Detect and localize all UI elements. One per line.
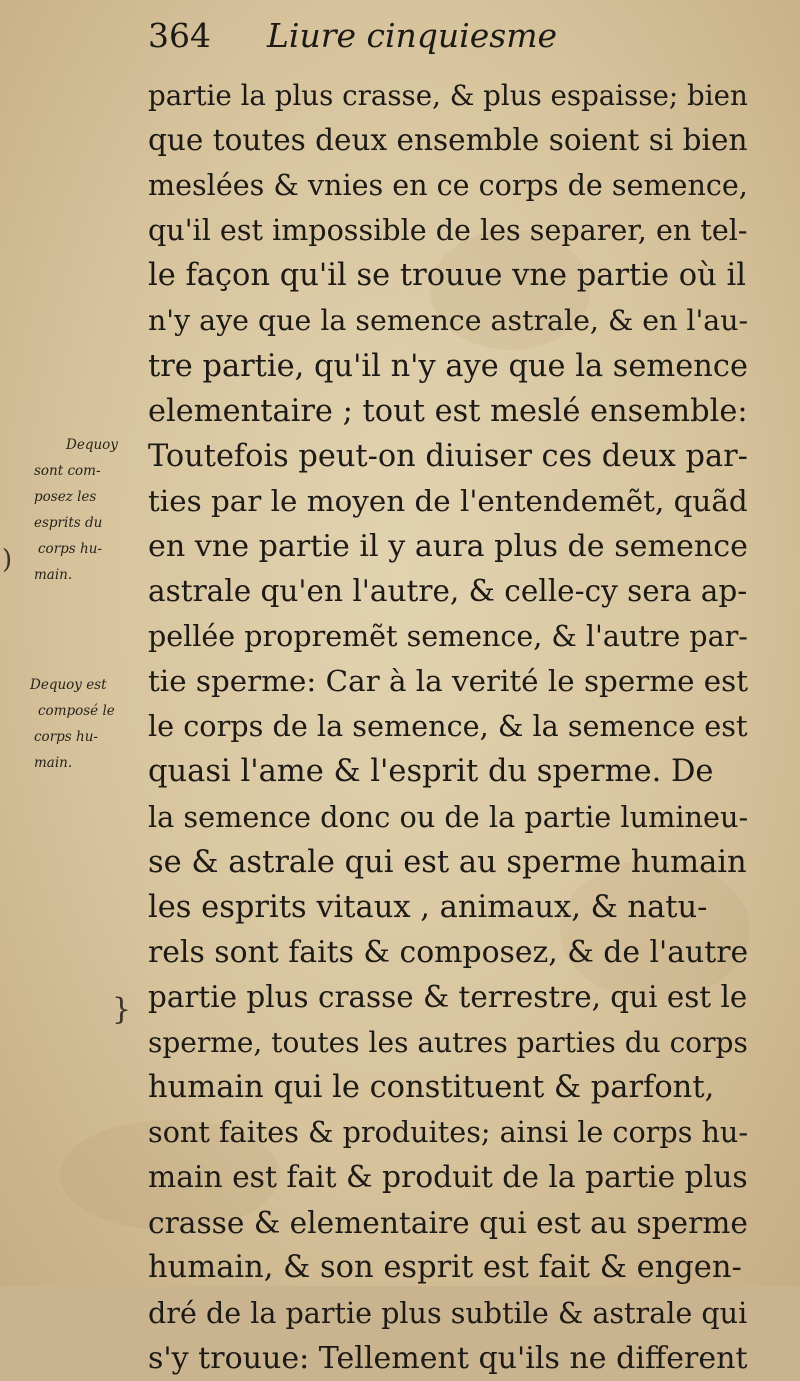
text-line: pellée propremẽt semence, & l'autre par- [148, 620, 748, 654]
text-line: n'y aye que la semence astrale, & en l'au- [148, 304, 749, 338]
text-line: qu'il est impossible de les separer, en tel- [148, 213, 748, 248]
text-line: crasse & elementaire qui est au sperme [148, 1205, 748, 1241]
margin-note [14, 432, 118, 588]
text-line: tre partie, qu'il n'y aye que la semence [148, 348, 748, 384]
text-line: sperme, toutes les autres parties du corps [148, 1025, 748, 1059]
text-line: le corps de la semence, & la semence est [148, 709, 748, 744]
margin-note-line: corps hu- [38, 541, 102, 557]
margin-note-line: main. [34, 567, 73, 583]
text-line: les esprits vitaux , animaux, & natu- [148, 889, 708, 925]
text-line: s'y trouue: Tellement qu'ils ne different [148, 1340, 748, 1376]
text-line: en vne partie il y aura plus de semence [148, 528, 748, 564]
margin-note-line: corps hu- [34, 729, 98, 745]
margin-note-line: main. [34, 755, 73, 771]
margin-note [30, 672, 115, 776]
margin-note-line: Dequoy est [30, 677, 107, 693]
text-line: meslées & vnies en ce corps de semence, [148, 168, 748, 203]
text-line: elementaire ; tout est meslé ensemble: [148, 393, 748, 429]
text-line: quasi l'ame & l'esprit du sperme. De [148, 754, 714, 790]
text-line: partie plus crasse & terrestre, qui est le [148, 979, 748, 1014]
text-line: sont faites & produites; ainsi le corps hu- [148, 1115, 749, 1150]
text-line: que toutes deux ensemble soient si bien [148, 123, 748, 158]
text-line: dré de la partie plus subtile & astrale qui [148, 1295, 748, 1330]
text-line: ties par le moyen de l'entendemẽt, quãd [148, 483, 748, 518]
margin-note-line: composé le [38, 703, 115, 719]
text-line: partie la plus crasse, & plus espaisse; bien [148, 79, 748, 112]
running-title: Liure cinquiesme [267, 16, 558, 55]
text-line: astrale qu'en l'autre, & celle-cy sera ap- [148, 574, 748, 609]
bracket-mark: } [112, 992, 132, 1027]
text-line: le façon qu'il se trouue vne partie où il [148, 258, 747, 294]
bracket-mark: ) [2, 545, 13, 575]
text-line: se & astrale qui est au sperme humain [148, 844, 747, 880]
margin-note-line: esprits du [34, 515, 103, 531]
page-number: 364 [148, 16, 211, 55]
text-line: rels sont faits & composez, & de l'autre [148, 934, 749, 970]
text-line: humain qui le constituent & parfont, [148, 1070, 715, 1106]
margin-note-line: posez les [34, 489, 97, 505]
margin-note-line: sont com- [34, 463, 101, 479]
text-line: humain, & son esprit est fait & engen- [148, 1250, 742, 1286]
text-line: main est fait & produit de la partie plus [148, 1160, 748, 1196]
body-text [148, 73, 748, 1381]
text-line: tie sperme: Car à la verité le sperme est [148, 664, 749, 699]
margin-note-line: Dequoy [66, 437, 118, 453]
text-line: la semence donc ou de la partie lumineu- [148, 799, 749, 834]
text-line: Toutefois peut-on diuiser ces deux par- [148, 438, 748, 474]
running-head [148, 16, 557, 55]
